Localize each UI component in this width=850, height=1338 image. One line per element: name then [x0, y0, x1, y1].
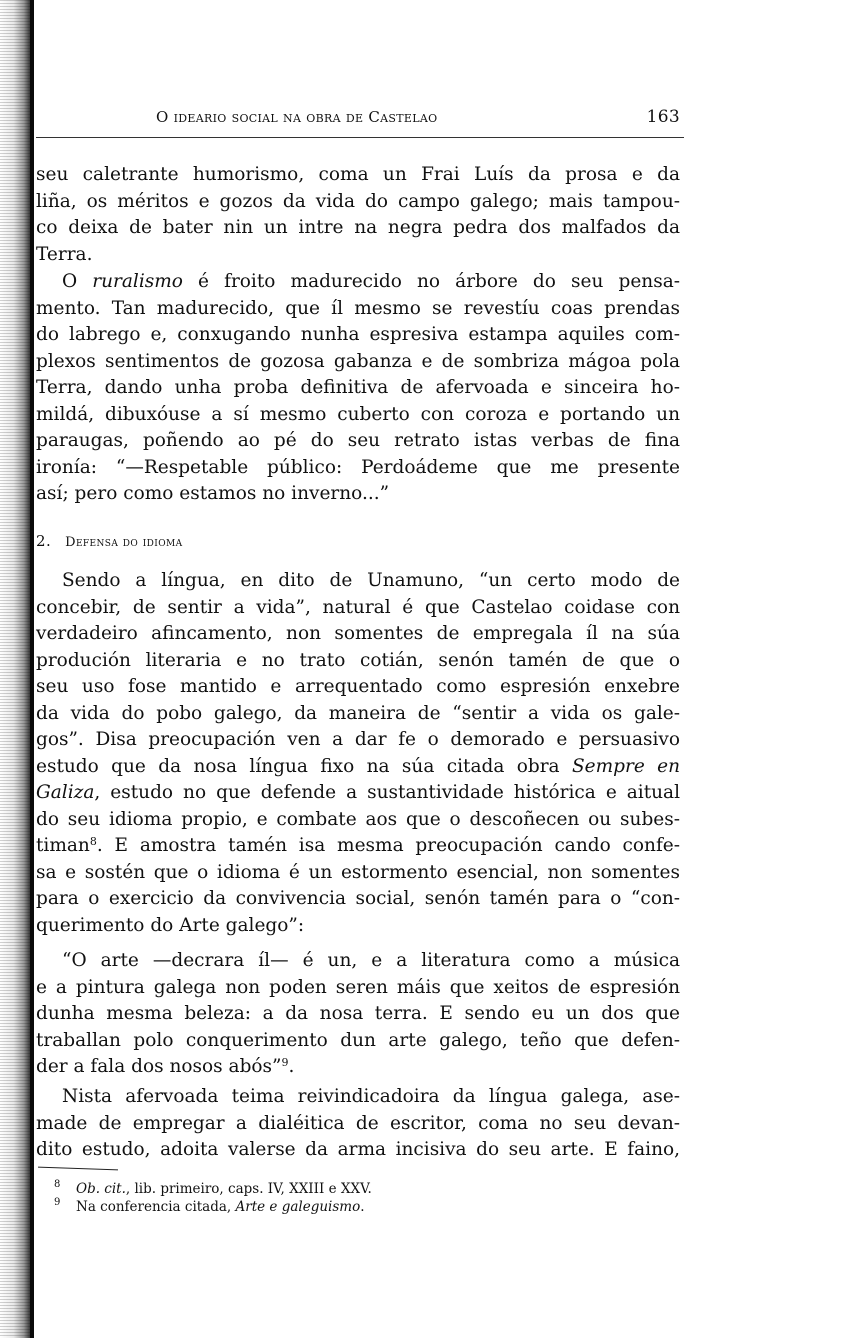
text-line: Terra. [36, 243, 93, 265]
book-title-sempre-en: Sempre en [571, 755, 681, 777]
text-line [36, 754, 680, 781]
text-span: . [288, 1056, 295, 1077]
text-span: timan [36, 835, 90, 856]
text-span: estudo que da nosa língua fixo na súa citada obra [36, 755, 572, 777]
text-line: seu caletrante humorismo, coma un Frai Luís da prosa e da [36, 164, 680, 185]
running-head [156, 107, 680, 127]
text-line: Terra, dando unha proba definitiva de afervoada e sinceira ho- [36, 377, 680, 398]
running-head-title: O ideario social na obra de Castelao [156, 108, 438, 126]
section-title: Defensa do idioma [65, 535, 183, 550]
footnote-italic: Ob. cit. [76, 1181, 126, 1197]
text-line: concebir, de sentir a vida”, natural é que Castelao coidase con [36, 596, 680, 618]
book-page [36, 0, 686, 1338]
page-number: 163 [646, 107, 680, 127]
footnote-9 [54, 1198, 372, 1216]
text-line: verdadeiro afincamento, non somentes de empregala íl na súa [36, 623, 680, 644]
page-gutter-edge [30, 0, 34, 1338]
footnote-text: , lib. primeiro, caps. IV, XXIII e XXV. [125, 1181, 372, 1197]
text-line: mento. Tan madurecido, que íl mesmo se revestíu coas prendas [36, 297, 680, 319]
text-line: co deixa de bater nin un intre na negra pedra dos malfados da [36, 217, 680, 238]
footnote-ref-9[interactable]: 9 [281, 1056, 289, 1069]
paragraph-3 [36, 568, 680, 939]
text-line: dunha mesma beleza: a da nosa terra. E sendo eu un dos que [36, 1003, 680, 1024]
text-line: mildá, dibuxóuse a sí mesmo cuberto con coroza e portando un [36, 403, 680, 425]
text-line: produción literaria e no trato cotián, senón tamén de que o [36, 649, 680, 671]
footnote-mark: 8 [54, 1179, 61, 1190]
text-line [36, 780, 680, 807]
text-span: é froito madurecido no árbore do seu pensa- [182, 271, 680, 292]
footnote-rule [38, 1167, 118, 1171]
text-line: seu uso fose mantido e arrequentado como espresión enxebre [36, 676, 680, 697]
paragraph-2 [36, 269, 680, 508]
text-line [36, 833, 680, 860]
text-span: , estudo no que defende a sustantividade histórica e aitual [94, 782, 680, 803]
text-line [36, 269, 680, 296]
text-line: dito estudo, adoita valerse da arma incisiva do seu arte. E faino, [36, 1139, 680, 1160]
section-heading [36, 532, 183, 550]
text-line: sa e sostén que o idioma é un estormento esencial, non somentes [36, 861, 680, 883]
footnote-italic: Arte e galeguismo [235, 1199, 361, 1215]
text-line: “O arte —decrara íl— é un, e a literatura como a música [62, 950, 680, 971]
header-rule [36, 137, 684, 138]
footnote-text-end: . [360, 1199, 365, 1215]
text-line: para o exercicio da convivencia social, senón tamén para o “con- [36, 888, 680, 909]
text-line: da vida do pobo galego, da maneira de “sentir a vida os gale- [36, 702, 680, 724]
paragraph-1 [36, 162, 680, 268]
text-line: Sendo a língua, en dito de Unamuno, “un certo modo de [62, 570, 680, 591]
text-line: querimento do Arte galego”: [36, 914, 305, 936]
emphasis-ruralismo: ruralismo [92, 271, 183, 292]
footnote-mark: 9 [54, 1197, 61, 1208]
text-line: e a pintura galega non poden seren máis que xeitos de espresión [36, 976, 680, 998]
text-line: plexos sentimentos de gozosa gabanza e de sombriza mágoa pola [36, 350, 680, 372]
text-line: made de empregar a dialéitica de escritor, coma no seu devan- [36, 1112, 680, 1134]
book-spine-shadow [0, 0, 34, 1338]
section-number: 2. [36, 532, 52, 550]
text-line: Nista afervoada teima reivindicadoira da língua galega, ase- [62, 1086, 680, 1107]
footnote-text: Na conferencia citada, [76, 1199, 236, 1215]
book-title-galiza: Galiza [36, 782, 95, 803]
text-line: traballan polo conquerimento dun arte galego, teño que defen- [36, 1029, 680, 1051]
footnotes [54, 1180, 372, 1216]
text-line: liña, os méritos e gozos da vida do campo galego; mais tampou- [36, 190, 680, 212]
text-line: do labrego e, conxugando nunha espresiva estampa aquiles com- [36, 324, 680, 345]
text-span: der a fala dos nosos abós” [36, 1056, 282, 1077]
text-span: . E amostra tamén isa mesma preocupación cando confe- [96, 835, 680, 856]
text-line: gos”. Disa preocupación ven a dar fe o demorado e persuasivo [36, 729, 680, 750]
paragraph-4 [36, 1084, 680, 1164]
block-quote [36, 948, 680, 1081]
text-line [36, 1054, 680, 1081]
footnote-ref-8[interactable]: 8 [89, 835, 97, 848]
text-line: do seu idioma propio, e combate aos que o descoñecen ou subes- [36, 808, 680, 830]
footnote-8 [54, 1180, 372, 1198]
text-span: O [62, 271, 93, 292]
text-line: así; pero como estamos no inverno...” [36, 483, 390, 504]
text-line: paraugas, poñendo ao pé do seu retrato istas verbas de fina [36, 430, 680, 451]
text-line: ironía: “—Respetable público: Perdoádeme que me presente [36, 456, 680, 478]
